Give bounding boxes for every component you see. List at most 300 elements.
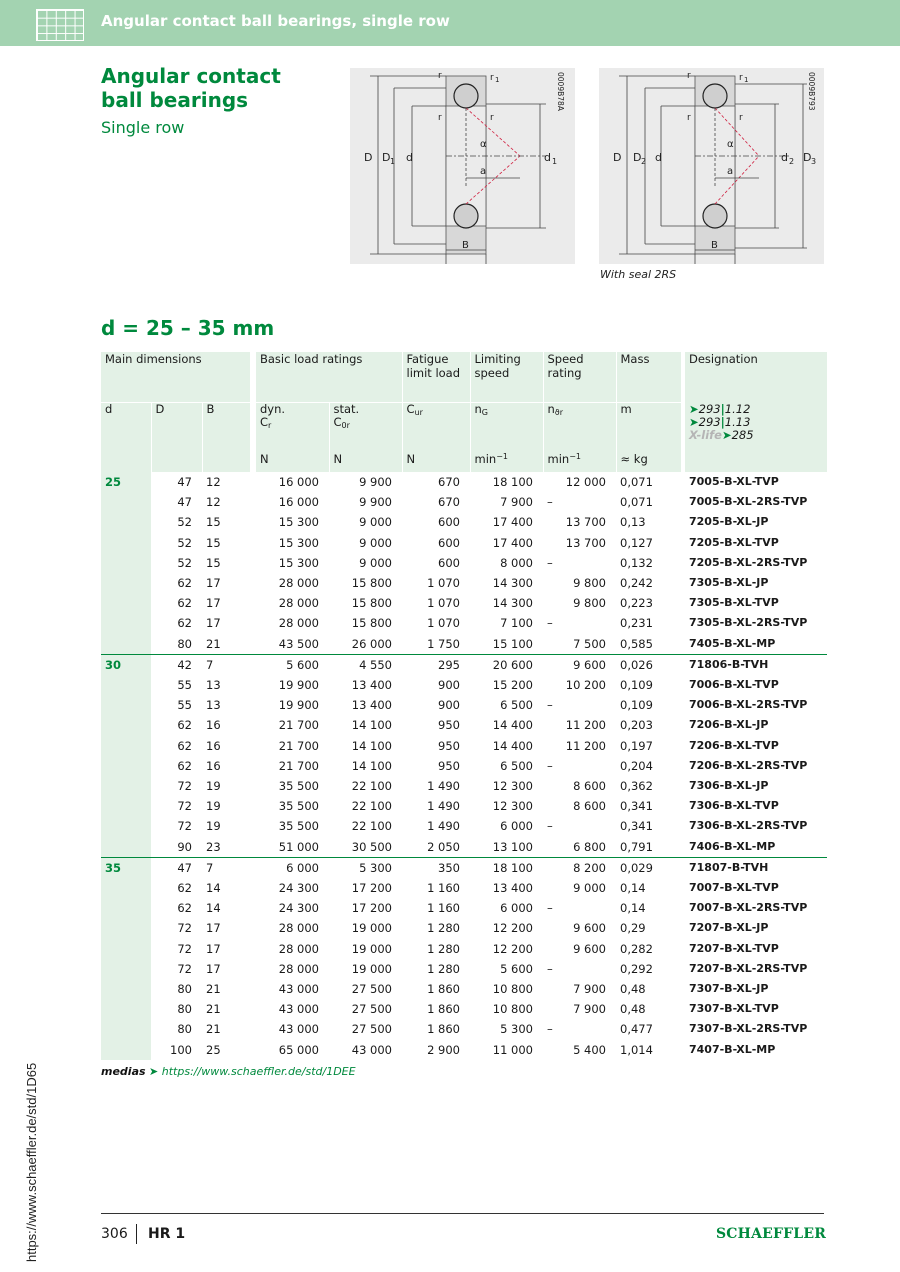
- cell-Cr: 21 700: [278, 758, 319, 773]
- cell-m: 0,14: [620, 901, 646, 916]
- cell-Cur: 900: [438, 678, 460, 693]
- cell-C0r: 9 900: [359, 495, 392, 510]
- label-d1: d: [544, 151, 551, 164]
- cell-B: 17: [206, 576, 221, 591]
- table-row: [101, 898, 827, 918]
- cell-des: 7206-B-XL-JP: [689, 718, 769, 732]
- svg-text:r: r: [490, 113, 494, 123]
- bearing-drawing-open: [350, 68, 575, 264]
- cell-nG: 12 200: [492, 941, 533, 956]
- col-C0r: stat. $C_{0r}$: [329, 403, 402, 453]
- arrow-right-icon: ➤: [721, 427, 732, 442]
- cell-d: [101, 533, 151, 553]
- cell-des: 7306-B-XL-TVP: [689, 799, 779, 813]
- table-row: [101, 472, 827, 492]
- cell-m: 0,791: [620, 839, 653, 854]
- svg-text:r: r: [438, 113, 442, 123]
- cell-Cur: 1 070: [427, 616, 460, 631]
- cell-m: 0,071: [620, 495, 653, 510]
- cell-Cr: 43 000: [278, 1022, 319, 1037]
- cell-B: 19: [206, 799, 221, 814]
- cell-nr: 9 800: [573, 576, 606, 591]
- cell-Cr: 21 700: [278, 718, 319, 733]
- col-group-speed: Speed rating: [543, 352, 616, 403]
- cell-B: 17: [206, 961, 221, 976]
- table-body: [101, 472, 827, 1060]
- cell-nG: 14 300: [492, 596, 533, 611]
- cell-D: 62: [177, 616, 192, 631]
- table-row: [101, 1019, 827, 1039]
- cell-nG: 12 200: [492, 921, 533, 936]
- cell-nr: 6 800: [573, 839, 606, 854]
- cell-des: 7207-B-XL-JP: [689, 921, 769, 935]
- cell-D: 72: [177, 961, 192, 976]
- cell-B: 13: [206, 698, 221, 713]
- cell-d: [101, 816, 151, 836]
- cell-C0r: 26 000: [351, 636, 392, 651]
- medias-url[interactable]: https://www.schaeffler.de/std/1DEE: [161, 1065, 356, 1078]
- table-row: [101, 613, 827, 633]
- cell-C0r: 13 400: [351, 678, 392, 693]
- cell-D: 90: [177, 839, 192, 854]
- col-group-designation: Designation: [685, 352, 827, 403]
- cell-d: [101, 837, 151, 858]
- cell-d: [101, 776, 151, 796]
- cell-Cur: 295: [402, 654, 470, 675]
- cell-nr: 8 600: [573, 799, 606, 814]
- cell-D: 55: [177, 678, 192, 693]
- cell-d: [101, 939, 151, 959]
- cell-nr: –: [547, 1022, 553, 1037]
- cell-Cr: 51 000: [278, 839, 319, 854]
- unit-Cr: N: [256, 452, 329, 472]
- cell-m: 0,203: [620, 718, 653, 733]
- cell-Cr: 16 000: [278, 495, 319, 510]
- cell-d: [101, 736, 151, 756]
- cell-m: 0,585: [620, 636, 653, 651]
- bearing-drawing-open-svg: [350, 68, 575, 264]
- cell-D: 52: [177, 555, 192, 570]
- cell-des: 7306-B-XL-2RS-TVP: [689, 819, 808, 833]
- cell-nG: 8 000: [500, 555, 533, 570]
- cell-m: 0,109: [620, 698, 653, 713]
- cell-d: [101, 553, 151, 573]
- cell-des: 7205-B-XL-TVP: [689, 535, 779, 549]
- cell-C0r: 43 000: [351, 1042, 392, 1057]
- col-nr: $n_{ϑr}$: [543, 403, 616, 453]
- cell-m: 0,026: [616, 654, 681, 675]
- label-D2: D: [633, 151, 642, 164]
- cell-nG: 5 600: [500, 961, 533, 976]
- cell-nr: 9 000: [573, 881, 606, 896]
- bearing-drawing-sealed: [599, 68, 824, 264]
- brand-logo: SCHAEFFLER: [716, 1226, 827, 1242]
- cell-B: 23: [206, 839, 221, 854]
- cell-d: [101, 593, 151, 613]
- cell-nr: 12 000: [565, 475, 606, 489]
- cell-D: 62: [177, 758, 192, 773]
- cell-C0r: 5 300: [329, 857, 402, 878]
- cell-d: [101, 756, 151, 776]
- cell-Cr: 5 600: [256, 654, 329, 675]
- label-D1: D: [382, 151, 391, 164]
- cell-des: 71807-B-TVH: [685, 857, 827, 878]
- unit-C0r: N: [329, 452, 402, 472]
- cell-Cur: 670: [438, 475, 460, 489]
- side-url[interactable]: https://www.schaeffler.de/std/1D65: [24, 1062, 39, 1262]
- table-grid-icon: [36, 9, 84, 41]
- header-title: Angular contact ball bearings, single row: [101, 12, 450, 30]
- cell-m: 0,109: [620, 678, 653, 693]
- cell-D: 62: [177, 596, 192, 611]
- cell-d: [101, 675, 151, 695]
- cell-nG: 6 000: [500, 901, 533, 916]
- cell-des: 7207-B-XL-2RS-TVP: [689, 961, 808, 975]
- designation-ref-link[interactable]: 293: [698, 401, 721, 416]
- svg-text:1: 1: [390, 157, 396, 166]
- col-d: d: [101, 403, 151, 453]
- cell-d: [101, 634, 151, 655]
- table-row: [101, 533, 827, 553]
- cell-B: 14: [206, 881, 221, 896]
- cell-nG: 6 000: [500, 819, 533, 834]
- svg-text:1: 1: [744, 76, 749, 84]
- cell-C0r: 19 000: [351, 941, 392, 956]
- cell-m: 0,029: [616, 857, 681, 878]
- cell-Cur: 950: [438, 718, 460, 733]
- cell-D: 100: [170, 1042, 192, 1057]
- cell-B: 17: [206, 941, 221, 956]
- cell-des: 7205-B-XL-2RS-TVP: [689, 555, 808, 569]
- table-row: [101, 857, 827, 878]
- cell-m: 0,223: [620, 596, 653, 611]
- table-row: [101, 756, 827, 776]
- cell-Cr: 28 000: [278, 941, 319, 956]
- cell-Cur: 1 490: [427, 819, 460, 834]
- table-row: [101, 715, 827, 735]
- medias-link[interactable]: medias ➤ https://www.schaeffler.de/std/1DEE: [101, 1065, 356, 1078]
- cell-B: 13: [206, 678, 221, 693]
- cell-C0r: 30 500: [351, 839, 392, 854]
- table-row: [101, 999, 827, 1019]
- footer-separator: [136, 1224, 137, 1244]
- col-Cur: $C_{ur}$: [402, 403, 470, 453]
- cell-nr: 7 500: [573, 636, 606, 651]
- cell-Cr: 16 000: [278, 475, 319, 489]
- cell-des: 7205-B-XL-JP: [689, 515, 769, 529]
- bearing-drawing-sealed-svg: [599, 68, 824, 264]
- cell-Cur: 1 750: [427, 636, 460, 651]
- label-B: B: [462, 240, 469, 251]
- cell-C0r: 15 800: [351, 596, 392, 611]
- figure-id: 0009B793: [807, 72, 816, 111]
- cell-Cur: 1 280: [427, 921, 460, 936]
- cell-D: 62: [177, 718, 192, 733]
- cell-nr: –: [547, 698, 553, 713]
- cell-nG: 11 000: [492, 1042, 533, 1057]
- table-row: [101, 816, 827, 836]
- col-group-limiting: Limiting speed: [470, 352, 543, 403]
- col-B: B: [202, 403, 250, 453]
- cell-Cr: 6 000: [256, 857, 329, 878]
- cell-nr: 7 900: [573, 1002, 606, 1017]
- col-Cr: dyn. $C_r$: [256, 403, 329, 453]
- cell-d: 30: [101, 654, 151, 675]
- cell-Cr: 19 900: [278, 678, 319, 693]
- cell-C0r: 4 550: [329, 654, 402, 675]
- table-row: [101, 675, 827, 695]
- table-row: [101, 1040, 827, 1060]
- cell-d: [101, 492, 151, 512]
- svg-text:2: 2: [641, 157, 647, 166]
- cell-B: 15: [206, 555, 221, 570]
- cell-m: 0,362: [620, 779, 653, 794]
- arrow-right-icon: ➤: [149, 1065, 159, 1078]
- cell-D: 47: [177, 475, 192, 489]
- cell-m: 0,341: [620, 819, 653, 834]
- col-group-mass: Mass: [616, 352, 681, 403]
- cell-d: [101, 979, 151, 999]
- cell-Cr: 19 900: [278, 698, 319, 713]
- cell-nr: –: [547, 901, 553, 916]
- cell-m: 0,292: [620, 961, 653, 976]
- cell-D: 55: [177, 698, 192, 713]
- cell-Cr: 35 500: [278, 819, 319, 834]
- cell-Cur: 600: [438, 535, 460, 550]
- cell-D: 80: [177, 636, 192, 651]
- cell-C0r: 14 100: [351, 738, 392, 753]
- cell-des: 7406-B-XL-MP: [689, 839, 776, 853]
- cell-nG: 15 100: [492, 636, 533, 651]
- designation-ref-link[interactable]: 285: [731, 427, 754, 442]
- cell-d: [101, 959, 151, 979]
- cell-des: 7305-B-XL-JP: [689, 576, 769, 590]
- cell-B: 7: [202, 654, 250, 675]
- cell-d: [101, 1040, 151, 1060]
- cell-nr: –: [547, 495, 553, 510]
- table-row: [101, 736, 827, 756]
- cell-Cur: 670: [438, 495, 460, 510]
- cell-Cr: 28 000: [278, 596, 319, 611]
- cell-nr: 9 600: [573, 941, 606, 956]
- cell-nr: –: [547, 616, 553, 631]
- label-r1: r: [739, 73, 743, 83]
- cell-m: 0,242: [620, 576, 653, 591]
- cell-d: [101, 796, 151, 816]
- cell-Cur: 1 070: [427, 576, 460, 591]
- cell-B: 12: [206, 495, 221, 510]
- svg-text:1: 1: [552, 157, 558, 166]
- cell-des: 7006-B-XL-2RS-TVP: [689, 698, 808, 712]
- cell-des: 7206-B-XL-TVP: [689, 738, 779, 752]
- table-row: [101, 512, 827, 532]
- table-row: [101, 695, 827, 715]
- cell-Cr: 24 300: [278, 901, 319, 916]
- cell-m: 0,197: [620, 738, 653, 753]
- cell-nG: 14 300: [492, 576, 533, 591]
- unit-Cur: N: [402, 452, 470, 472]
- cell-m: 0,48: [620, 982, 646, 997]
- cell-nr: –: [547, 555, 553, 570]
- cell-Cr: 65 000: [278, 1042, 319, 1057]
- bearing-table: [101, 352, 827, 1060]
- cell-D: 72: [177, 819, 192, 834]
- cell-Cur: 1 070: [427, 596, 460, 611]
- cell-Cr: 28 000: [278, 576, 319, 591]
- cell-d: [101, 878, 151, 898]
- cell-des: 7307-B-XL-2RS-TVP: [689, 1022, 808, 1036]
- svg-text:r: r: [687, 113, 691, 123]
- footer-divider: [101, 1213, 824, 1214]
- cell-Cur: 1 280: [427, 941, 460, 956]
- cell-nG: 17 400: [492, 515, 533, 530]
- cell-nG: 10 800: [492, 982, 533, 997]
- cell-m: 1,014: [620, 1042, 653, 1057]
- cell-nG: 12 300: [492, 799, 533, 814]
- cell-D: 62: [177, 576, 192, 591]
- cell-D: 52: [177, 515, 192, 530]
- table-row: [101, 878, 827, 898]
- label-alpha: α: [480, 139, 487, 150]
- label-D3: D: [803, 151, 812, 164]
- cell-D: 52: [177, 535, 192, 550]
- table-row: [101, 979, 827, 999]
- cell-m: 0,13: [620, 515, 646, 530]
- cell-C0r: 13 400: [351, 698, 392, 713]
- cell-nG: 13 400: [492, 881, 533, 896]
- cell-B: 19: [206, 819, 221, 834]
- cell-nr: 5 400: [573, 1042, 606, 1057]
- cell-C0r: 19 000: [351, 921, 392, 936]
- cell-Cr: 43 500: [278, 636, 319, 651]
- cell-C0r: 14 100: [351, 758, 392, 773]
- cell-m: 0,127: [620, 535, 653, 550]
- cell-D: 62: [177, 881, 192, 896]
- cell-nr: –: [547, 758, 553, 773]
- col-group-fatigue: Fatigue limit load: [402, 352, 470, 403]
- cell-C0r: 9 000: [359, 535, 392, 550]
- cell-Cur: 2 050: [427, 839, 460, 854]
- cell-D: 42: [151, 654, 202, 675]
- cell-D: 72: [177, 921, 192, 936]
- cell-D: 62: [177, 738, 192, 753]
- table-row: [101, 492, 827, 512]
- cell-d: [101, 613, 151, 633]
- cell-nr: 9 600: [543, 654, 616, 675]
- cell-Cur: 1 860: [427, 982, 460, 997]
- cell-des: 7006-B-XL-TVP: [689, 678, 779, 692]
- catalog-code: HR 1: [148, 1226, 186, 1242]
- cell-Cur: 600: [438, 515, 460, 530]
- cell-C0r: 17 200: [351, 881, 392, 896]
- svg-text:1: 1: [495, 76, 500, 84]
- cell-des: 71806-B-TVH: [685, 654, 827, 675]
- cell-B: 21: [206, 1022, 221, 1037]
- cell-D: 47: [151, 857, 202, 878]
- col-D: D: [151, 403, 202, 453]
- label-r1: r: [490, 73, 494, 83]
- cell-B: 17: [206, 596, 221, 611]
- table-row: [101, 573, 827, 593]
- cell-m: 0,14: [620, 881, 646, 896]
- cell-nG: 6 500: [500, 698, 533, 713]
- table-row: [101, 634, 827, 655]
- cell-Cur: 950: [438, 758, 460, 773]
- label-D: D: [364, 151, 373, 164]
- cell-nG: 14 400: [492, 738, 533, 753]
- table-row: [101, 837, 827, 858]
- cell-Cur: 1 490: [427, 779, 460, 794]
- cell-Cur: 1 160: [427, 881, 460, 896]
- cell-D: 72: [177, 799, 192, 814]
- cell-d: [101, 1019, 151, 1039]
- cell-d: [101, 695, 151, 715]
- designation-refs: ➤293|1.12 ➤293|1.13 X-life➤285: [685, 403, 827, 453]
- cell-d: [101, 918, 151, 938]
- cell-nr: 11 200: [565, 718, 606, 733]
- col-nG: $n_G$: [470, 403, 543, 453]
- cell-nG: 7 900: [500, 495, 533, 510]
- cell-m: 0,477: [620, 1022, 653, 1037]
- cell-nG: 12 300: [492, 779, 533, 794]
- cell-m: 0,132: [620, 555, 653, 570]
- cell-des: 7206-B-XL-2RS-TVP: [689, 758, 808, 772]
- table-row: [101, 593, 827, 613]
- cell-Cr: 28 000: [278, 961, 319, 976]
- cell-des: 7005-B-XL-TVP: [689, 475, 779, 488]
- cell-C0r: 22 100: [351, 799, 392, 814]
- cell-nG: 10 800: [492, 1002, 533, 1017]
- cell-d: [101, 715, 151, 735]
- cell-nG: 18 100: [492, 475, 533, 489]
- cell-D: 80: [177, 982, 192, 997]
- cell-nG: 5 300: [500, 1022, 533, 1037]
- cell-des: 7305-B-XL-2RS-TVP: [689, 616, 808, 630]
- arrow-right-icon: ➤: [689, 414, 699, 429]
- cell-B: 21: [206, 982, 221, 997]
- cell-C0r: 19 000: [351, 961, 392, 976]
- cell-nr: –: [547, 961, 553, 976]
- cell-B: 17: [206, 921, 221, 936]
- designation-ref-link[interactable]: 293: [698, 414, 721, 429]
- cell-nG: 7 100: [500, 616, 533, 631]
- label-d: d: [406, 151, 413, 164]
- cell-D: 80: [177, 1002, 192, 1017]
- cell-m: 0,29: [620, 921, 646, 936]
- svg-text:r: r: [739, 113, 743, 123]
- product-title: Angular contact ball bearings: [101, 64, 281, 112]
- cell-Cur: 950: [438, 738, 460, 753]
- table-row: [101, 776, 827, 796]
- figure-id: 0009B78A: [556, 72, 565, 111]
- cell-C0r: 27 500: [351, 982, 392, 997]
- cell-Cur: 900: [438, 698, 460, 713]
- cell-d: [101, 898, 151, 918]
- cell-Cr: 35 500: [278, 799, 319, 814]
- cell-nG: 14 400: [492, 718, 533, 733]
- cell-B: 19: [206, 779, 221, 794]
- section-title: d = 25 – 35 mm: [101, 316, 275, 340]
- cell-nr: 7 900: [573, 982, 606, 997]
- table-row: [101, 654, 827, 675]
- page-number: 306: [101, 1226, 128, 1242]
- cell-Cur: 1 280: [427, 961, 460, 976]
- cell-des: 7007-B-XL-TVP: [689, 881, 779, 895]
- product-subtitle: Single row: [101, 118, 185, 137]
- cell-Cur: 1 160: [427, 901, 460, 916]
- cell-C0r: 9 900: [359, 475, 392, 489]
- cell-B: 14: [206, 901, 221, 916]
